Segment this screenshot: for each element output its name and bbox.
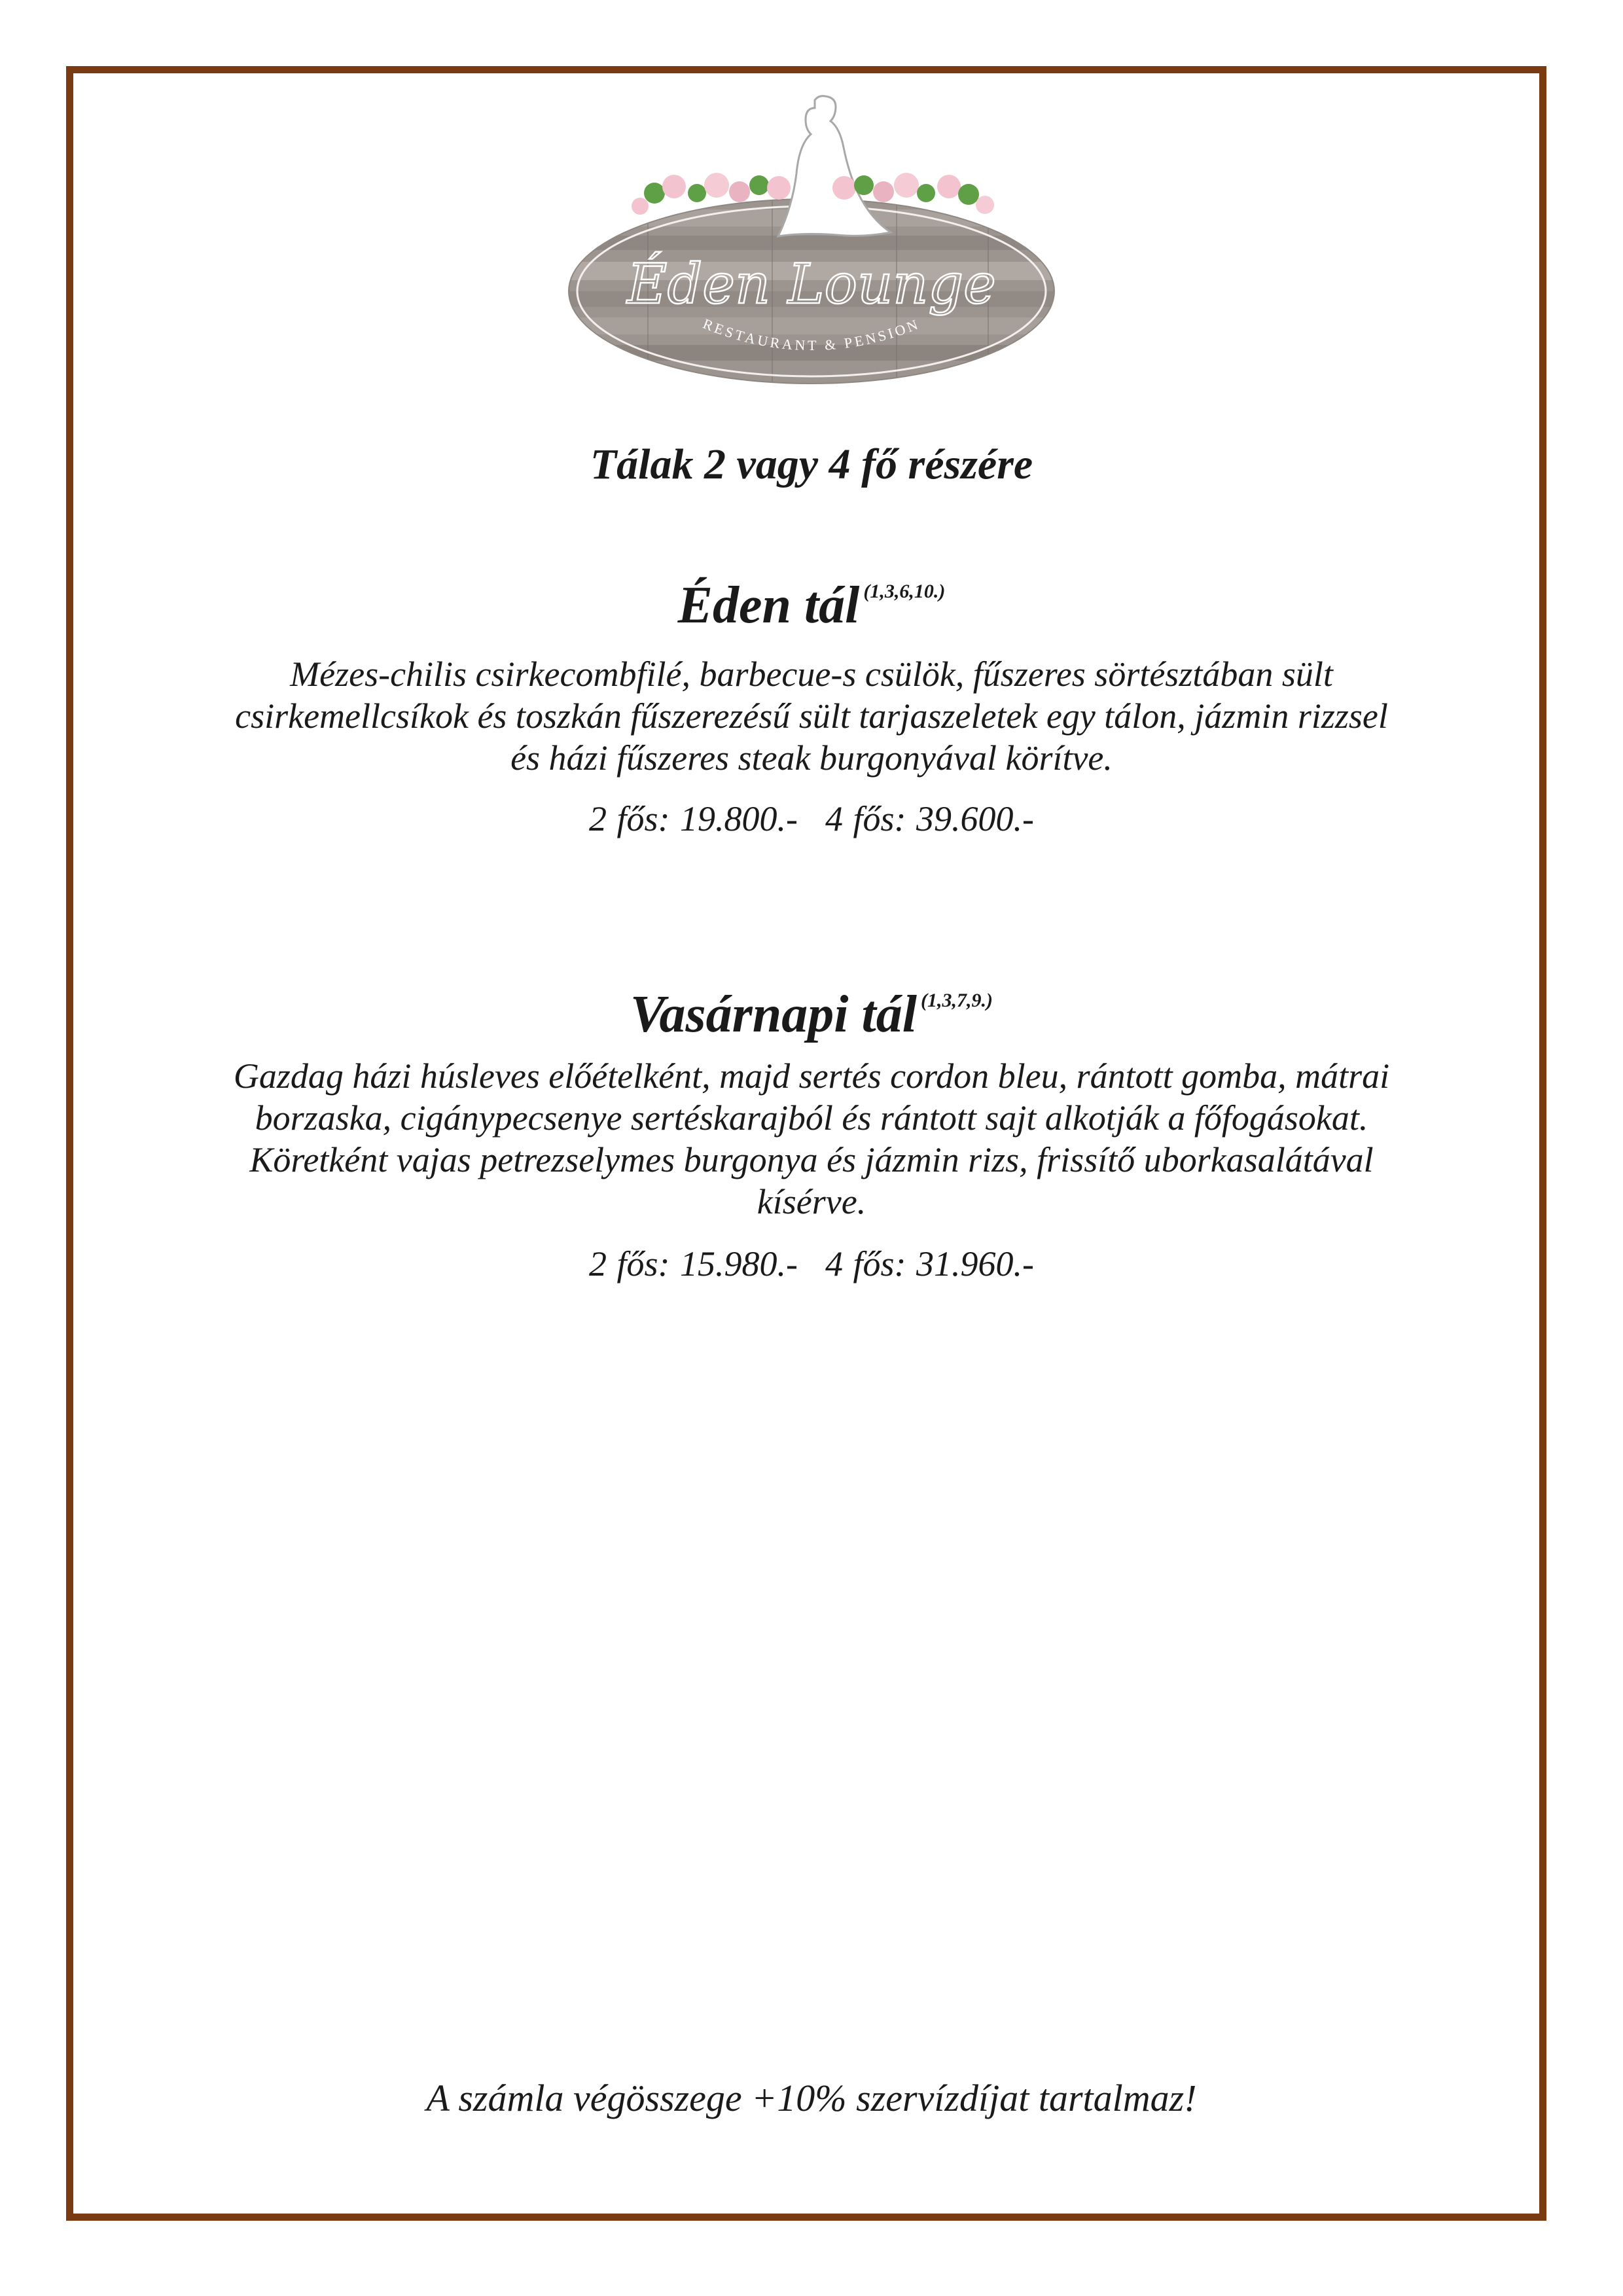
dish-title bbox=[0, 985, 1623, 1045]
dish-prices bbox=[0, 1244, 1623, 1284]
allergen-codes: (1,3,6,10.) bbox=[863, 581, 946, 602]
allergen-codes: (1,3,7,9.) bbox=[920, 990, 993, 1011]
dish-prices bbox=[0, 798, 1623, 839]
eden-lounge-logo bbox=[556, 95, 1067, 409]
price-2-persons: 2 fős: 19.800.- bbox=[589, 799, 798, 838]
dish-title bbox=[0, 576, 1623, 636]
dish-description: Gazdag házi húsleves előételként, majd sertés cordon bleu, rántott gomba, mátrai borzaska, cigánypecsenye sertéskarajból és rántott sajt alkotják a főfogásokat. Köretként vajas petrezselymes burgonya és jázmin rizs, frissítő uborkasalátával kísérve. bbox=[233, 1056, 1390, 1221]
price-4-persons: 4 fős: 39.600.- bbox=[825, 799, 1034, 838]
logo-name: Éden Lounge bbox=[627, 252, 996, 316]
menu-subtitle: Tálak 2 vagy 4 fő részére bbox=[590, 440, 1033, 488]
price-4-persons: 4 fős: 31.960.- bbox=[825, 1244, 1034, 1283]
price-2-persons: 2 fős: 15.980.- bbox=[589, 1244, 798, 1283]
service-charge-note: A számla végösszege +10% szervízdíjat tartalmaz! bbox=[426, 2077, 1197, 2119]
dish-description: Mézes-chilis csirkecombfilé, barbecue-s csülök, fűszeres sörtésztában sült csirkemellcsíkok és toszkán fűszerezésű sült tarjaszeletek egy tálon, jázmin rizzsel és házi fűszeres steak burgonyával körítve. bbox=[235, 655, 1388, 778]
logo-tagline: RESTAURANT & PENSION bbox=[700, 315, 923, 354]
dish-name: Éden tál bbox=[677, 577, 860, 634]
dish-name: Vasárnapi tál bbox=[630, 986, 917, 1043]
